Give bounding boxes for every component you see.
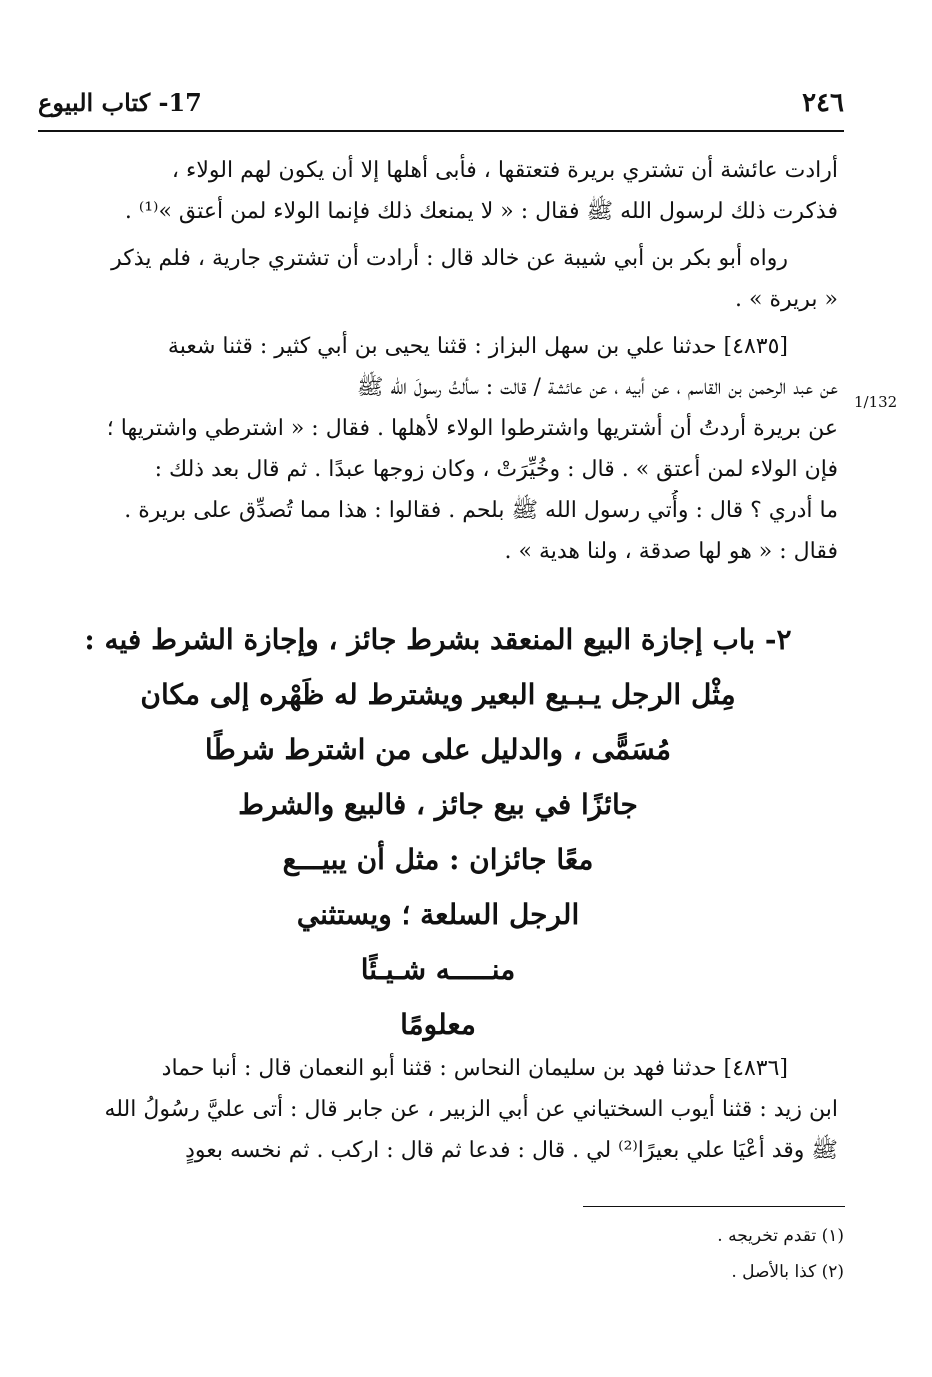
text-line: فذكرت ذلك لرسول الله ﷺ فقال : « لا يمنعك ذلك فإنما الولاء لمن أعتق »⁽¹⁾ .: [124, 199, 838, 224]
page-number: ٢٤٦: [802, 88, 844, 118]
heading-line: معلومًا: [400, 1008, 476, 1041]
heading-line: ٢- باب إجازة البيع المنعقد بشرط جائز ، وإجازة الشرط فيه :: [84, 623, 792, 656]
text-line: ﷺ وقد أعْيَا علي بعيرًا⁽²⁾ لي . قال : فدعا ثم قال : اركب . ثم نخسه بعودٍ: [185, 1138, 838, 1163]
text-line: فإن الولاء لمن أعتق » . قال : وخُيِّرَتْ ، وكان زوجها عبدًا . ثم قال بعد ذلك :: [154, 457, 838, 482]
footnote-rule: [583, 1206, 845, 1207]
page-header: [38, 88, 844, 122]
header-rule: [38, 130, 844, 132]
chapter-heading: [38, 612, 838, 1052]
footnote-2: (٢) كذا بالأصل .: [731, 1262, 844, 1282]
footnotes: [717, 1218, 844, 1290]
text-line: عن بريرة أردتُ أن أشتريها واشترطوا الولاء لأهلها . فقال : « اشترطي واشتريها ؛: [106, 416, 838, 441]
text-line: ما أدري ؟ قال : وأُتي رسول الله ﷺ بلحم . فقالوا : هذا مما تُصدِّق على بريرة .: [124, 498, 838, 523]
chapter-title: 17- كتاب البيوع: [38, 88, 202, 117]
hadith-4835-line: [٤٨٣٥] حدثنا علي بن سهل البزاز : قثنا يحيى بن أبي كثير : قثنا شعبة: [167, 334, 788, 359]
text-line: « بريرة » .: [735, 287, 838, 312]
heading-line: جائزًا في بيع جائز ، فالبيع والشرط: [238, 788, 638, 821]
heading-line: معًا جائزان : مثل أن يبيـــع: [282, 843, 594, 876]
text-line: أرادت عائشة أن تشتري بريرة فتعتقها ، فأبى أهلها إلا أن يكون لهم الولاء ،: [171, 158, 838, 183]
heading-line: الرجل السلعة ؛ ويستثني: [296, 898, 580, 931]
heading-line: مُسَمًّى ، والدليل على من اشترط شرطًا: [204, 733, 672, 766]
text-line: عن عبد الرحمن بن القاسم ، عن أبيه ، عن عائشة / قالت : سألتُ رسولَ الله ﷺ: [356, 375, 838, 400]
heading-line: منـــــه شـيـئًا: [360, 953, 516, 986]
footnote-1: (١) تقدم تخريجه .: [717, 1226, 844, 1246]
hadith-4836-line: [٤٨٣٦] حدثنا فهد بن سليمان النحاس : قثنا أبو النعمان قال : أنبا حماد: [161, 1056, 788, 1081]
heading-line: مِثْل الرجل يـبـيع البعير ويشترط له ظَهْره إلى مكان: [140, 678, 736, 711]
body-text: [38, 150, 838, 572]
text-line: ابن زيد : قثنا أيوب السختياني عن أبي الزبير ، عن جابر قال : أتى عليَّ رسُولُ الله: [104, 1097, 838, 1122]
text-line: فقال : « هو لها صدقة ، ولنا هدية » .: [504, 539, 838, 564]
text-line: رواه أبو بكر بن أبي شيبة عن خالد قال : أرادت أن تشتري جارية ، فلم يذكر: [111, 246, 788, 271]
margin-reference: 1/132: [854, 393, 898, 411]
body-text-2: [38, 1048, 838, 1171]
